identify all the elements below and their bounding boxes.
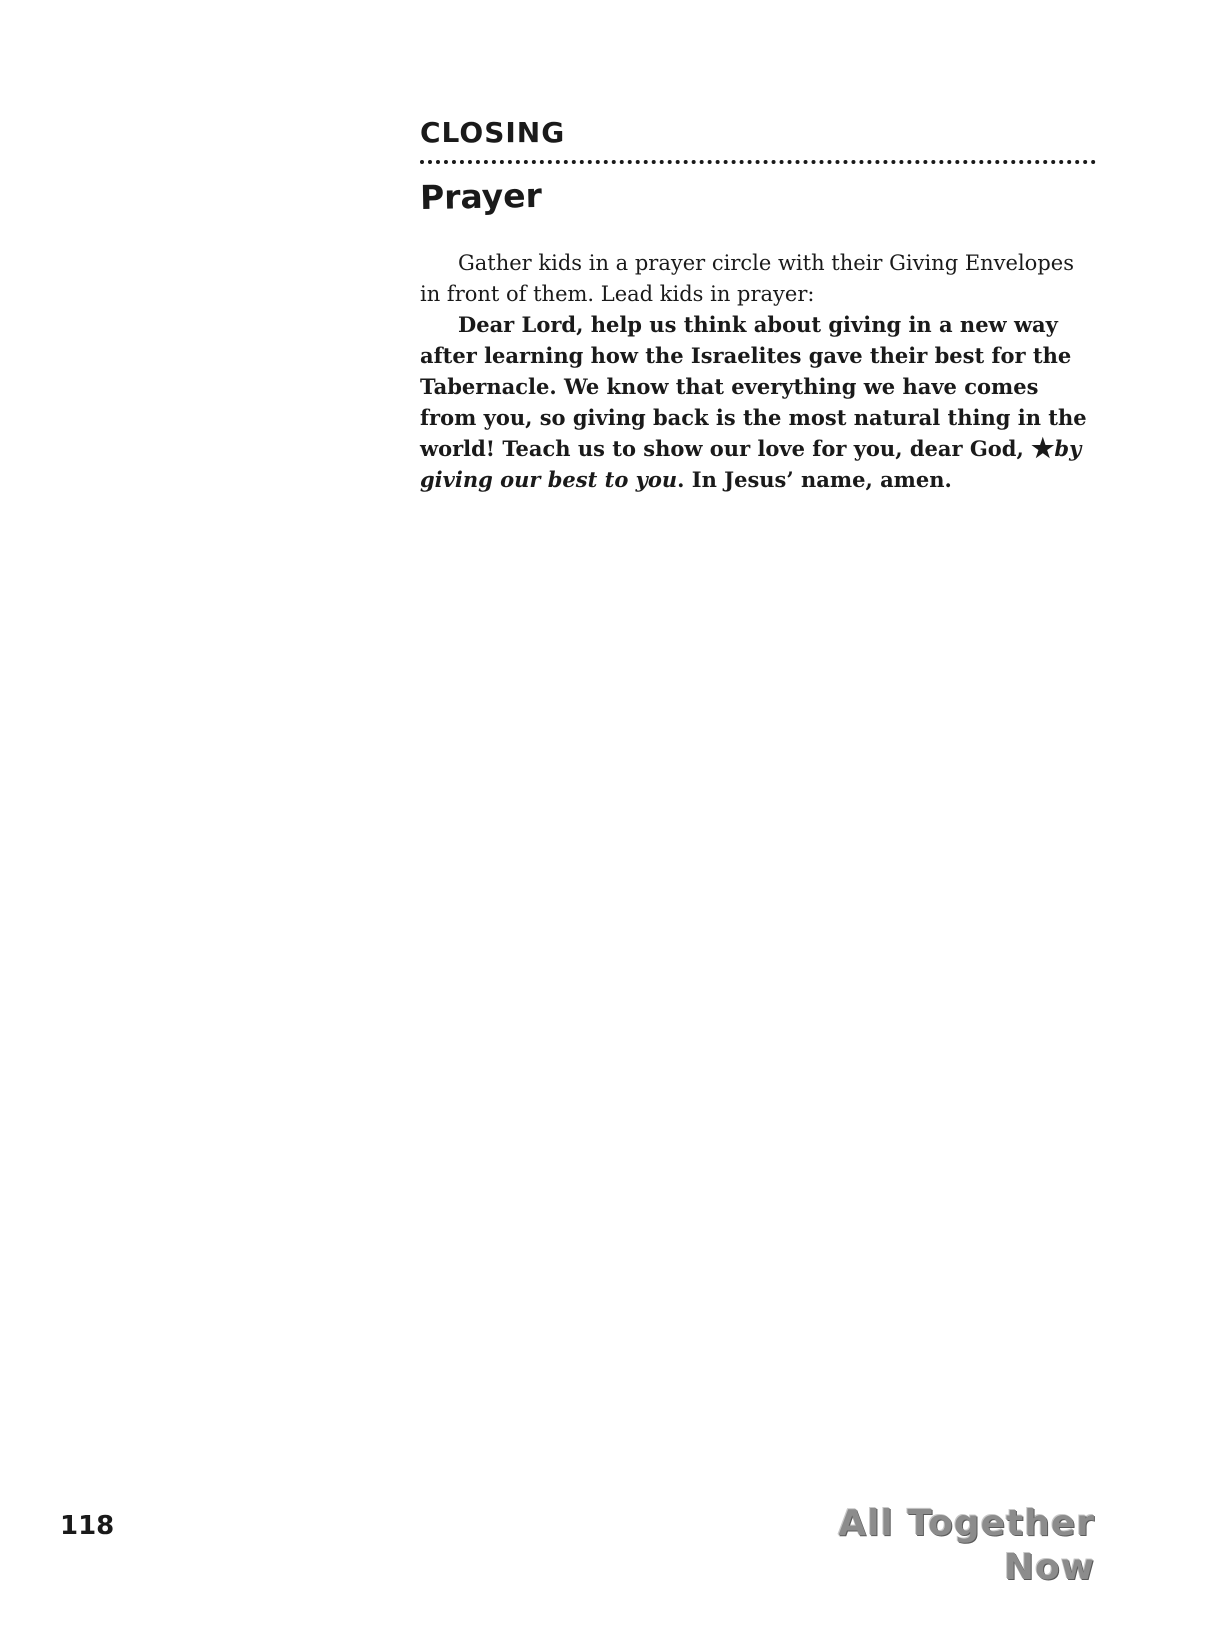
prayer-paragraph — [420, 309, 1096, 495]
page-number: 118 — [60, 1511, 115, 1541]
instructions-text: Gather kids in a prayer circle with their Giving Envelopes in front of them. Lead kids in prayer: — [420, 251, 1074, 306]
section-heading: CLOSING — [420, 116, 566, 149]
content-column — [420, 116, 1096, 495]
prayer-ending: . In Jesus’ name, amen. — [677, 467, 952, 492]
prayer-text: Dear Lord, help us think about giving in a new way after learning how the Israelites gave their best for the Tabernacle. We know that everything we have comes from you, so giving back is the most natural thing in the world! Teach us to show our love for you, dear God, — [420, 312, 1087, 461]
star-icon: ★ — [1031, 434, 1055, 464]
book-title-logo: All Together Now — [838, 1503, 1095, 1588]
prayer-emphasis: by giving our best to you — [420, 436, 1082, 492]
instructions-paragraph — [420, 248, 1096, 309]
activity-title: Prayer — [419, 175, 543, 217]
dotted-divider — [420, 160, 1096, 164]
